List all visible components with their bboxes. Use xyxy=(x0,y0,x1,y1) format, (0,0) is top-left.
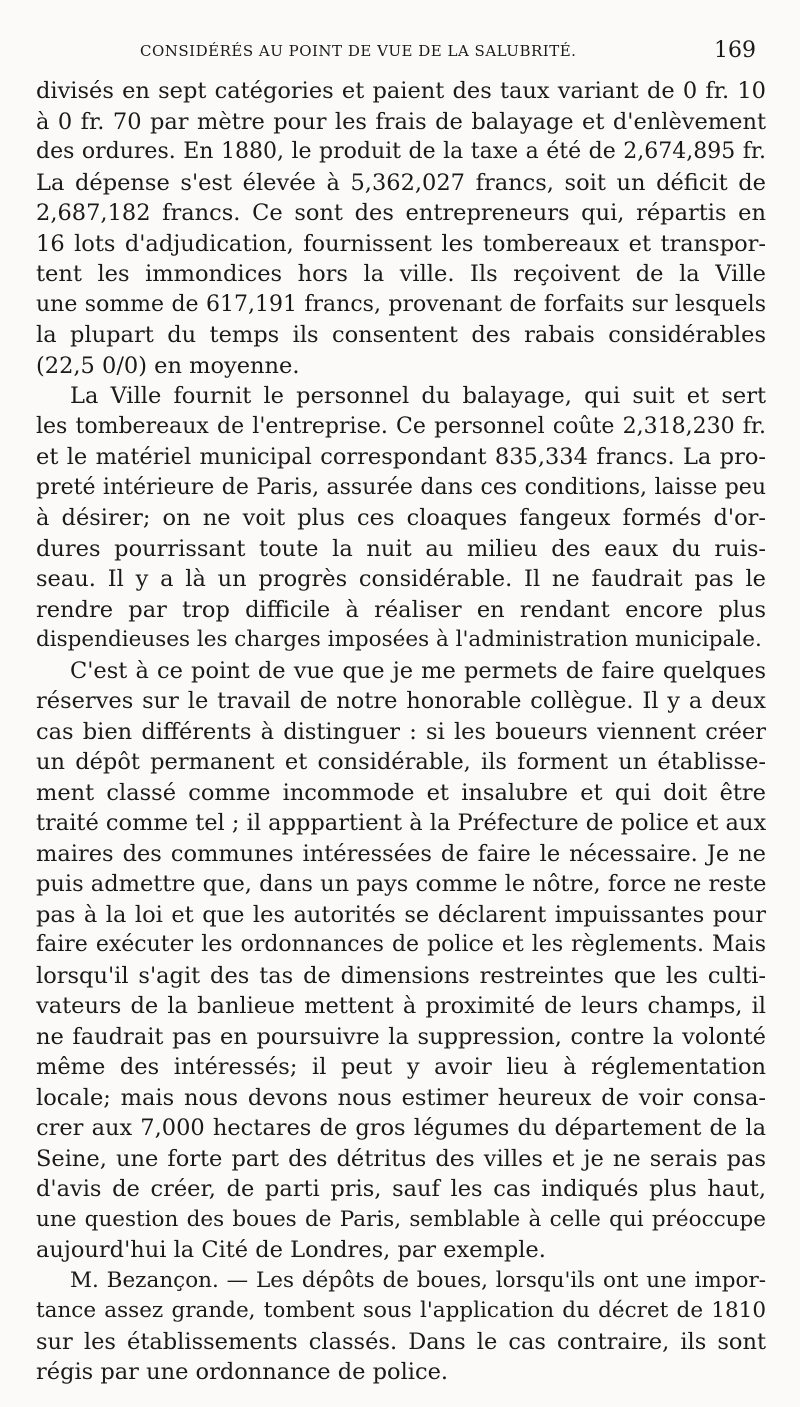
text-line: les tombereaux de l'entreprise. Ce personnel coûte 2,318,230 fr. xyxy=(36,413,766,439)
text-line: La Ville fournit le personnel du balayage, qui suit et sert xyxy=(70,383,766,409)
text-line: une somme de 617,191 francs, provenant de forfaits sur lesquels xyxy=(36,291,766,317)
text-line: rendre par trop difficile à réaliser en rendant encore plus xyxy=(36,596,766,623)
text-line: faire exécuter les ordonnances de police et les règlements. Mais xyxy=(36,932,766,957)
text-line: vateurs de la banlieue mettent à proximité de leurs champs, il xyxy=(36,993,766,1019)
text-line: la plupart du temps ils consentent des rabais considérables xyxy=(36,322,766,348)
text-line: dispendieuses les charges imposées à l'administration municipale. xyxy=(36,627,762,652)
running-head xyxy=(140,40,760,66)
text-line: 16 lots d'adjudication, fournissent les tombereaux et transpor- xyxy=(36,230,766,257)
text-line: d'avis de créer, de parti pris, sauf les cas indiqués plus haut, xyxy=(36,1176,766,1202)
paragraph xyxy=(36,76,766,381)
text-line: Seine, une forte part des détritus des villes et je ne serais pas xyxy=(36,1145,766,1172)
text-line: pas à la loi et que les autorités se déclarent impuissantes pour xyxy=(36,901,766,928)
text-line: un dépôt permanent et considérable, ils forment un établisse- xyxy=(36,749,766,775)
text-line: dures pourrissant toute la nuit au milieu des eaux du ruis- xyxy=(36,535,766,562)
text-line: lorsqu'il s'agit des tas de dimensions restreintes que les culti- xyxy=(36,962,766,989)
text-line: réserves sur le travail de notre honorable collègue. Il y a deux xyxy=(36,688,766,714)
text-line: régis par une ordonnance de police. xyxy=(36,1359,449,1385)
text-line: La dépense s'est élevée à 5,362,027 francs, soit un déficit de xyxy=(36,169,766,196)
text-line: 2,687,182 francs. Ce sont des entrepreneurs qui, répartis en xyxy=(36,200,766,226)
text-line: tent les immondices hors la ville. Ils reçoivent de la Ville xyxy=(36,261,766,287)
text-line: ment classé comme incommode et insalubre et qui doit être xyxy=(36,779,766,806)
text-line: locale; mais nous devons nous estimer heureux de voir consa- xyxy=(36,1084,766,1111)
text-line: divisés en sept catégories et paient des taux variant de 0 fr. 10 xyxy=(36,78,766,104)
running-title: CONSIDÉRÉS AU POINT DE VUE DE LA SALUBRITÉ. xyxy=(140,42,577,60)
text-line: M. Bezançon. — Les dépôts de boues, lorsqu'ils ont une impor- xyxy=(70,1267,766,1293)
paragraph xyxy=(36,656,766,1266)
text-line: une question des boues de Paris, semblable à celle qui préoccupe xyxy=(36,1206,766,1232)
text-line: C'est à ce point de vue que je me permets de faire quelques xyxy=(70,657,766,684)
text-line: cas bien différents à distinguer : si les boueurs viennent créer xyxy=(36,718,766,745)
text-line: preté intérieure de Paris, assurée dans ces conditions, laisse peu xyxy=(36,474,766,500)
text-line: des ordures. En 1880, le produit de la taxe a été de 2,674,895 fr. xyxy=(36,139,766,164)
text-line: ne faudrait pas en poursuivre la suppression, contre la volonté xyxy=(36,1023,766,1050)
text-line: maires des communes intéressées de faire le nécessaire. Je ne xyxy=(36,840,766,867)
text-line: à désirer; on ne voit plus ces cloaques fangeux formés d'or- xyxy=(36,505,766,531)
page-number: 169 xyxy=(714,38,756,63)
text-line: (22,5 0/0) en moyenne. xyxy=(36,352,300,379)
text-line: puis admettre que, dans un pays comme le nôtre, force ne reste xyxy=(36,871,766,897)
paragraph xyxy=(36,1266,766,1388)
text-line: même des intéressés; il peut y avoir lieu à réglementation xyxy=(36,1054,766,1080)
text-line: et le matériel municipal correspondant 835,334 francs. La pro- xyxy=(36,444,766,470)
body-text xyxy=(36,76,766,1388)
text-line: sur les établissements classés. Dans le cas contraire, ils sont xyxy=(36,1328,766,1355)
text-line: traité comme tel ; il apppartient à la Préfecture de police et aux xyxy=(36,810,766,836)
text-line: tance assez grande, tombent sous l'application du décret de 1810 xyxy=(36,1298,766,1323)
text-line: seau. Il y a là un progrès considérable. Il ne faudrait pas le xyxy=(36,566,766,592)
text-line: crer aux 7,000 hectares de gros légumes du département de la xyxy=(36,1115,766,1141)
text-line: aujourd'hui la Cité de Londres, par exemple. xyxy=(36,1237,546,1263)
paragraph xyxy=(36,381,766,656)
text-line: à 0 fr. 70 par mètre pour les frais de balayage et d'enlèvement xyxy=(36,108,766,135)
